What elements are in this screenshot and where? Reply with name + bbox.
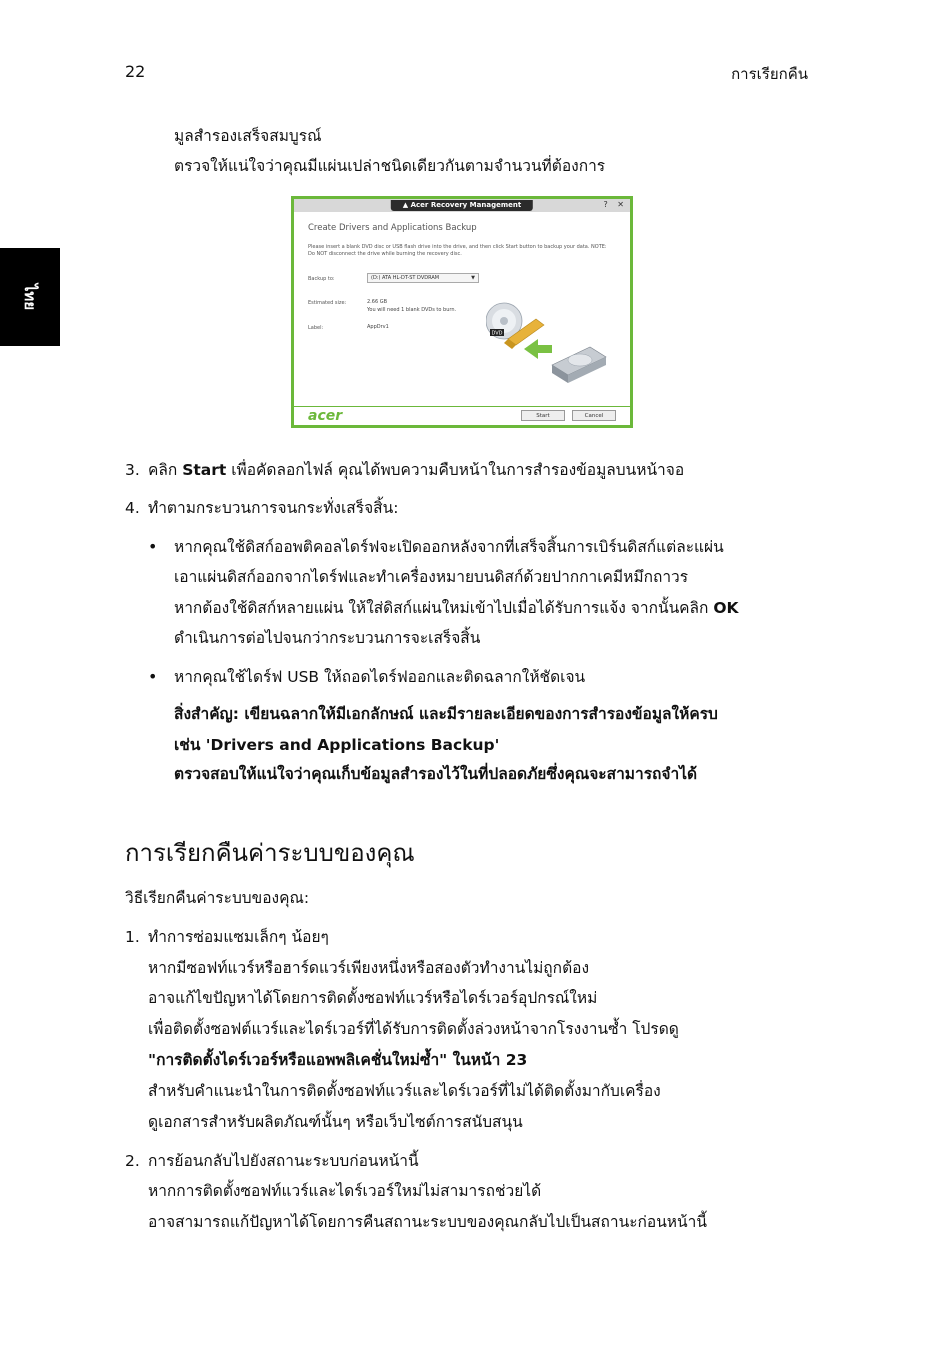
green-arrow-icon [524, 339, 552, 359]
start-keyword: Start [182, 461, 227, 479]
language-side-tab [0, 248, 60, 346]
label-field-value[interactable]: AppDrv1 [367, 324, 389, 330]
item-2-number: 2. [125, 1152, 140, 1170]
close-icon[interactable]: ✕ [617, 200, 624, 209]
dialog-footer [294, 406, 630, 425]
step-3-suffix: เพื่อคัดลอกไฟล์ คุณได้พบความคืบหน้าในการสำรองข้อมูลบนหน้าจอ [226, 461, 685, 479]
bullet-1-line-2: เอาแผ่นดิสก์ออกจากไดร์ฟและทำเครื่องหมายบนดิสก์ด้วยปากกาเคมีหมึกถาวร [174, 568, 689, 586]
step-3-prefix: คลิก [148, 461, 183, 479]
estimated-size-label: Estimated size: [308, 300, 347, 306]
help-icon[interactable]: ? [603, 200, 608, 209]
dialog-body [294, 199, 630, 425]
intro-line-2: ตรวจให้แน่ใจว่าคุณมีแผ่นเปล่าชนิดเดียวกันตามจำนวนที่ต้องการ [174, 157, 606, 175]
intro-line-1: มูลสำรองเสร็จสมบูรณ์ [174, 127, 322, 145]
item-1-number: 1. [125, 928, 140, 946]
dialog-title [391, 200, 533, 211]
item-1-line-3: เพื่อติดตั้งซอฟต์แวร์และไดร์เวอร์ที่ได้รับการติดตั้งล่วงหน้าจากโรงงานซ้ำ โปรดดู [148, 1020, 679, 1038]
item-1-line-6: ดูเอกสารสำหรับผลิตภัณฑ์นั้นๆ หรือเว็บไซต์การสนับสนุน [148, 1113, 523, 1131]
important-line-2: เช่น 'Drivers and Applications Backup' [174, 736, 500, 754]
important-line-3: ตรวจสอบให้แน่ใจว่าคุณเก็บข้อมูลสำรองไว้ในที่ปลอดภัยซึ่งคุณจะสามารถจำได้ [174, 765, 698, 783]
bullet-1-marker: • [148, 537, 158, 556]
chevron-down-icon: ▼ [471, 275, 475, 281]
estimated-size-note: You will need 1 blank DVDs to burn. [367, 307, 457, 313]
bullet-1-line-1: หากคุณใช้ดิสก์ออพติคอลไดร์ฟจะเปิดออกหลังจากที่เสร็จสิ้นการเบิร์นดิสก์แต่ละแผ่น [174, 538, 724, 556]
recovery-dialog-screenshot [291, 196, 633, 428]
item-2-line-2: อาจสามารถแก้ปัญหาได้โดยการคืนสถานะระบบของคุณกลับไปเป็นสถานะก่อนหน้านี้ [148, 1213, 707, 1231]
section-heading: การเรียกคืนค่าระบบของคุณ [125, 839, 415, 867]
step-3-text [148, 460, 684, 480]
backup-to-label: Backup to: [308, 276, 335, 282]
recovery-app-icon: ▲ [402, 201, 411, 209]
step-4-number: 4. [125, 499, 140, 517]
dialog-title-text: Acer Recovery Management [410, 201, 522, 209]
item-1-line-2: อาจแก้ไขปัญหาได้โดยการติดตั้งซอฟท์แวร์หรือไดร์เวอร์อุปกรณ์ใหม่ [148, 989, 598, 1007]
dialog-window-controls [597, 200, 625, 209]
dialog-heading: Create Drivers and Applications Backup [308, 223, 477, 233]
dvd-label: DVD [491, 330, 503, 337]
item-1-line-5: สำหรับคำแนะนำในการติดตั้งซอฟท์แวร์และไดร์เวอร์ที่ไม่ได้ติดตั้งมากับเครื่อง [148, 1082, 661, 1100]
step-4-text: ทำตามกระบวนการจนกระทั่งเสร็จสิ้น: [148, 499, 399, 517]
item-2-title: การย้อนกลับไปยังสถานะระบบก่อนหน้านี้ [148, 1152, 419, 1170]
backup-to-select[interactable] [367, 273, 479, 283]
start-button[interactable]: Start [521, 410, 565, 421]
bullet-1-line-4: ดำเนินการต่อไปจนกว่ากระบวนการจะเสร็จสิ้น [174, 629, 481, 647]
language-tab-label: ไทย [21, 283, 39, 311]
item-2-line-1: หากการติดตั้งซอฟท์แวร์และไดร์เวอร์ใหม่ไม่สามารถช่วยได้ [148, 1182, 542, 1200]
dialog-instructions: Please insert a blank DVD disc or USB flash drive into the drive, and then click Start button to backup your data. NOTE: Do NOT disconnect the drive while burning the recovery disc. [308, 244, 607, 257]
bullet-1-line-3-prefix: หากต้องใช้ดิสก์หลายแผ่น ให้ใส่ดิสก์แผ่นใหม่เข้าไปเมื่อได้รับการแจ้ง จากนั้นคลิก [174, 599, 714, 617]
bullet-1-line-3 [174, 598, 739, 618]
cancel-button[interactable]: Cancel [572, 410, 616, 421]
bullet-2-marker: • [148, 667, 158, 686]
estimated-size-value: 2.66 GB [367, 299, 388, 305]
reinstall-drivers-link[interactable]: "การติดตั้งไดร์เวอร์หรือแอพพลิเคชั่นใหม่ซ้ำ" ในหน้า 23 [148, 1051, 528, 1069]
important-line-1: สิ่งสำคัญ: เขียนฉลากให้มีเอกลักษณ์ และมีรายละเอียดของการสำรองข้อมูลให้ครบ [174, 705, 718, 723]
label-field-label: Label: [308, 325, 324, 331]
dvd-usb-to-drive-illustration [486, 295, 608, 387]
running-header: การเรียกคืน [731, 65, 808, 83]
section-intro: วิธีเรียกคืนค่าระบบของคุณ: [125, 889, 310, 907]
item-1-title: ทำการซ่อมแซมเล็กๆ น้อยๆ [148, 928, 329, 946]
dialog-titlebar [294, 199, 630, 212]
bullet-2-line-1: หากคุณใช้ไดร์ฟ USB ให้ถอดไดร์ฟออกและติดฉลากให้ชัดเจน [174, 668, 586, 686]
backup-to-value: (D:) ATA HL-DT-ST DVDRAM [371, 275, 440, 281]
acer-logo: acer [308, 408, 343, 424]
page-number: 22 [125, 62, 146, 81]
ok-keyword: OK [713, 599, 739, 617]
hard-drive-icon [552, 347, 606, 383]
step-3-number: 3. [125, 461, 140, 479]
item-1-line-1: หากมีซอฟท์แวร์หรือฮาร์ดแวร์เพียงหนึ่งหรือสองตัวทำงานไม่ถูกต้อง [148, 959, 590, 977]
